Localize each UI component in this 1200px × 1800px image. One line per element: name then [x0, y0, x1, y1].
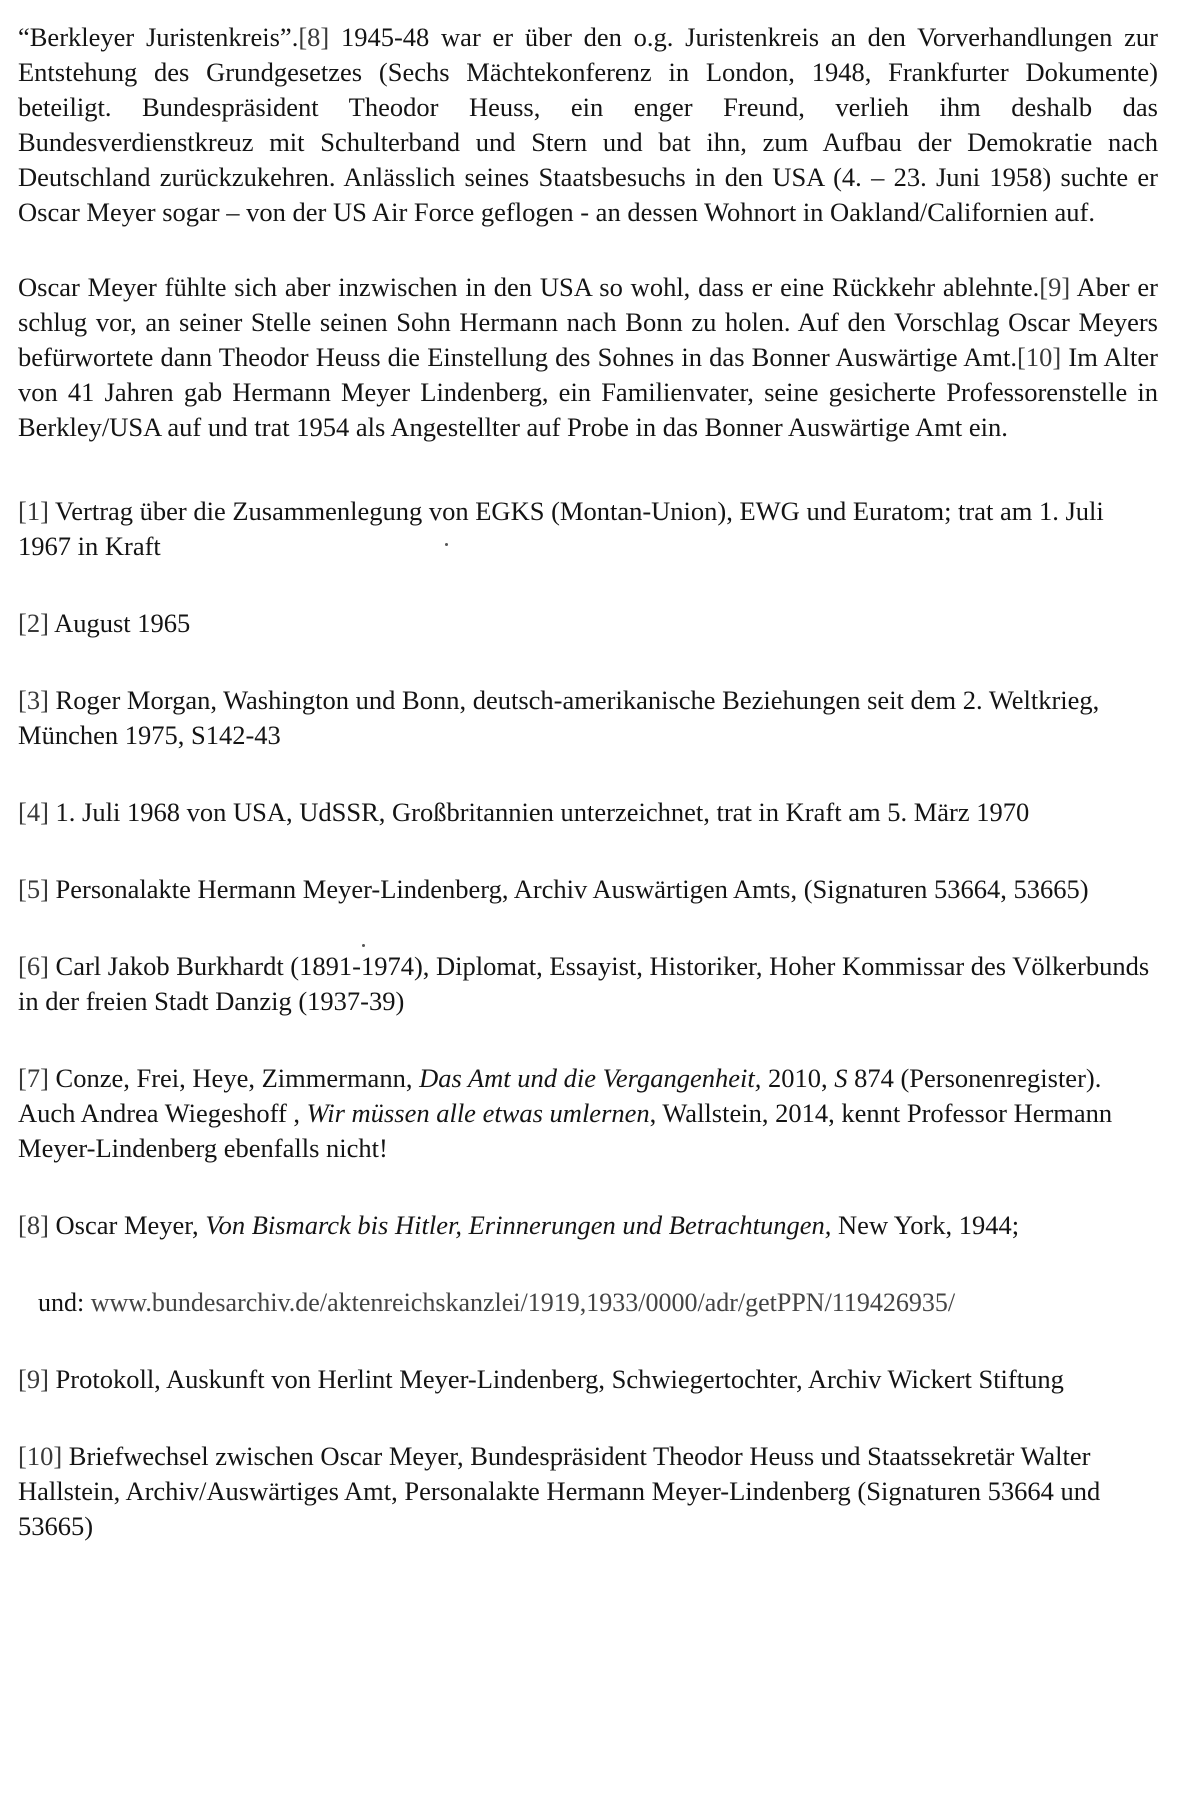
footnote-text: Roger Morgan, Washington und Bonn, deutsch-amerikanische Beziehungen seit dem 2. Weltkrieg, München 1975, S142-43 — [18, 685, 1100, 750]
page-marker: S — [834, 1063, 848, 1093]
url-prefix: und: — [38, 1288, 91, 1317]
footnotes-section — [18, 494, 1158, 1544]
footnote-text: Conze, Frei, Heye, Zimmermann, — [48, 1063, 420, 1093]
footnote-text: Protokoll, Auskunft von Herlint Meyer-Lindenberg, Schwiegertochter, Archiv Wickert Stiftung — [48, 1364, 1064, 1394]
footnote-text: 874 (Personenregister). Auch Andrea Wiegeshoff , — [18, 1063, 1102, 1128]
footnote-text: 1. Juli 1968 von USA, UdSSR, Großbritannien unterzeichnet, trat in Kraft am 5. März 1970 — [48, 797, 1030, 827]
footnote-ref-9[interactable]: [9] — [1039, 272, 1071, 302]
footnote-text: Vertrag über die Zusammenlegung von EGKS (Montan-Union), EWG und Euratom; trat am 1. Juli 1967 in Kraft — [18, 496, 1104, 561]
footnote-number[interactable]: [10] — [18, 1441, 63, 1471]
footnote-text: Oscar Meyer, — [48, 1210, 206, 1240]
archive-url-link[interactable]: www.bundesarchiv.de/aktenreichskanzlei/1919,1933/0000/adr/getPPN/119426935/ — [90, 1288, 956, 1317]
footnote-number[interactable]: [6] — [18, 951, 49, 981]
paragraph-text: Im Alter von 41 Jahren gab Hermann Meyer Lindenberg, ein Familienvater, seine gesicherte Professorenstelle in Berkley/USA auf und trat 1954 als Angestellter auf Probe in das Bonner Auswärtige Amt ein. — [18, 342, 1158, 442]
footnote-number[interactable]: [8] — [18, 1210, 49, 1240]
footnote-text: New York, 1944; — [831, 1210, 1020, 1240]
body-paragraph-1 — [18, 20, 1158, 230]
body-paragraph-2 — [18, 270, 1158, 445]
book-title: Von Bismarck bis Hitler, Erinnerungen und Betrachtungen, — [205, 1210, 832, 1240]
footnote-10 — [18, 1439, 1158, 1544]
scan-speck — [445, 543, 448, 546]
footnote-8-url-line — [38, 1285, 1158, 1320]
document-page — [18, 20, 1158, 1586]
footnote-number[interactable]: [2] — [18, 608, 49, 638]
footnote-number[interactable]: [9] — [18, 1364, 49, 1394]
footnote-5 — [18, 872, 1158, 907]
footnote-2 — [18, 606, 1158, 641]
footnote-number[interactable]: [4] — [18, 797, 49, 827]
book-title: Wir müssen alle etwas umlernen — [306, 1098, 650, 1128]
book-title: Das Amt und die Vergangenheit, — [419, 1063, 762, 1093]
paragraph-text: 1945-48 war er über den o.g. Juristenkreis an den Vorverhandlungen zur Entstehung des Grundgesetzes (Sechs Mächtekonferenz in London, 1948, Frankfurter Dokumente) beteiligt. Bundespräsident Theodor Heuss, ein enger Freund, verlieh ihm deshalb das Bundesverdienstkreuz mit Schulterband und Stern und bat ihn, zum Aufbau der Demokratie nach Deutschland zurückzukehren. Anlässlich seines Staatsbesuchs in den USA (4. – 23. Juni 1958) suchte er Oscar Meyer sogar – von der US Air Force geflogen - an dessen Wohnort in Oakland/Californien auf. — [18, 22, 1158, 227]
paragraph-text: Aber er schlug vor, an seiner Stelle seinen Sohn Hermann nach Bonn zu holen. Auf den Vorschlag Oscar Meyers befürwortete dann Theodor Heuss die Einstellung des Sohnes in das Bonner Auswärtige Amt. — [18, 272, 1158, 372]
paragraph-text: Oscar Meyer fühlte sich aber inzwischen in den USA so wohl, dass er eine Rückkehr ablehnte. — [18, 272, 1040, 302]
footnote-6 — [18, 949, 1158, 1019]
footnote-text: August 1965 — [48, 608, 191, 638]
footnote-number[interactable]: [5] — [18, 874, 49, 904]
scan-speck — [362, 944, 365, 947]
footnote-number[interactable]: [7] — [18, 1063, 49, 1093]
paragraph-text: “Berkleyer Juristenkreis”. — [18, 22, 299, 52]
footnote-text: Carl Jakob Burkhardt (1891-1974), Diplomat, Essayist, Historiker, Hoher Kommissar des Völkerbunds in der freien Stadt Danzig (1937-39) — [18, 951, 1150, 1016]
footnote-1 — [18, 494, 1158, 564]
footnote-4 — [18, 795, 1158, 830]
footnote-8 — [18, 1208, 1158, 1243]
footnote-7 — [18, 1061, 1158, 1166]
footnote-text: 2010, — [761, 1063, 835, 1093]
footnote-ref-10[interactable]: [10] — [1017, 342, 1062, 372]
footnote-text: , Wallstein, 2014, kennt Professor Hermann Meyer-Lindenberg ebenfalls nicht! — [18, 1098, 1113, 1163]
footnote-ref-8[interactable]: [8] — [298, 22, 330, 52]
footnote-number[interactable]: [1] — [18, 496, 49, 526]
footnote-text: Personalakte Hermann Meyer-Lindenberg, Archiv Auswärtigen Amts, (Signaturen 53664, 53665) — [48, 874, 1089, 904]
footnote-3 — [18, 683, 1158, 753]
footnote-text: Briefwechsel zwischen Oscar Meyer, Bundespräsident Theodor Heuss und Staatssekretär Walter Hallstein, Archiv/Auswärtiges Amt, Personalakte Hermann Meyer-Lindenberg (Signaturen 53664 und 53665) — [18, 1441, 1101, 1541]
footnote-number[interactable]: [3] — [18, 685, 49, 715]
footnote-9 — [18, 1362, 1158, 1397]
